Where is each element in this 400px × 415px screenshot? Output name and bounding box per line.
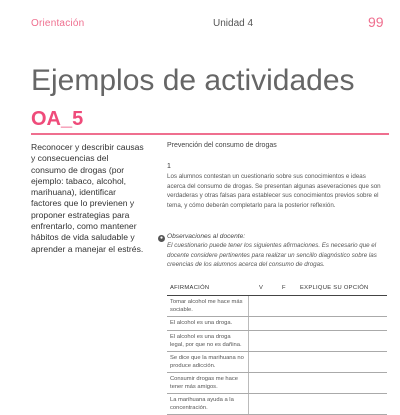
statement-cell: El alcohol es una droga.	[167, 317, 249, 330]
table-row	[167, 394, 387, 415]
page-number: 99	[368, 14, 384, 30]
statement-cell: Consumir drogas me hace tener más amigos.	[167, 373, 249, 393]
column-header-statement: AFIRMACIÓN	[170, 285, 210, 291]
activity-title: Prevención del consumo de drogas	[167, 142, 277, 149]
column-header-false: F	[282, 285, 286, 291]
page-title: Ejemplos de actividades	[31, 64, 355, 97]
statement-cell: El alcohol es una droga legal, por que no es dañina.	[167, 331, 249, 351]
observations-text: El cuestionario puede tener los siguientes afirmaciones. Es necesario que el docente considere pertinentes para realizar un sencillo diagnóstico sobre las creencias de los alumnos acerca del consumo de drogas.	[167, 242, 377, 269]
info-icon: ●	[159, 235, 164, 241]
statement-cell: La marihuana ayuda a la concentración.	[167, 394, 249, 414]
section-label: Orientación	[31, 18, 85, 29]
section-divider	[31, 133, 389, 135]
activity-number: 1	[167, 163, 171, 170]
table-row	[167, 296, 387, 317]
column-header-true: V	[259, 285, 264, 291]
learning-objective: Reconocer y describir causas y consecuencias del consumo de drogas (por ejemplo: tabaco, alcohol, marihuana), identificar factores que lo previenen y proponer estrategias para enfrentarlo, como mantener hábitos de vida saludable y aprender a manejar el estrés.	[31, 142, 144, 254]
table-row	[167, 352, 387, 373]
table-row	[167, 331, 387, 352]
questionnaire-table	[167, 284, 387, 411]
statement-cell: Tomar alcohol me hace más sociable.	[167, 296, 249, 316]
column-header-explain: EXPLIQUE SU OPCIÓN	[300, 285, 369, 291]
table-row	[167, 317, 387, 331]
objective-code: OA_5	[31, 108, 84, 130]
observations-label: Observaciones al docente:	[167, 233, 246, 240]
statement-cell: Se dice que la marihuana no produce adicción.	[167, 352, 249, 372]
unit-label: Unidad 4	[213, 18, 254, 29]
table-row	[167, 373, 387, 394]
activity-description: Los alumnos contestan un cuestionario sobre sus conocimientos e ideas acerca del consumo de drogas. Se presentan algunas aseveraciones que son verdaderas y otras falsas para establecer sus conocimientos previos sobre el tema, y cómo deberán completarlo para la posterior reflexión.	[167, 173, 381, 209]
table-header	[167, 284, 387, 296]
